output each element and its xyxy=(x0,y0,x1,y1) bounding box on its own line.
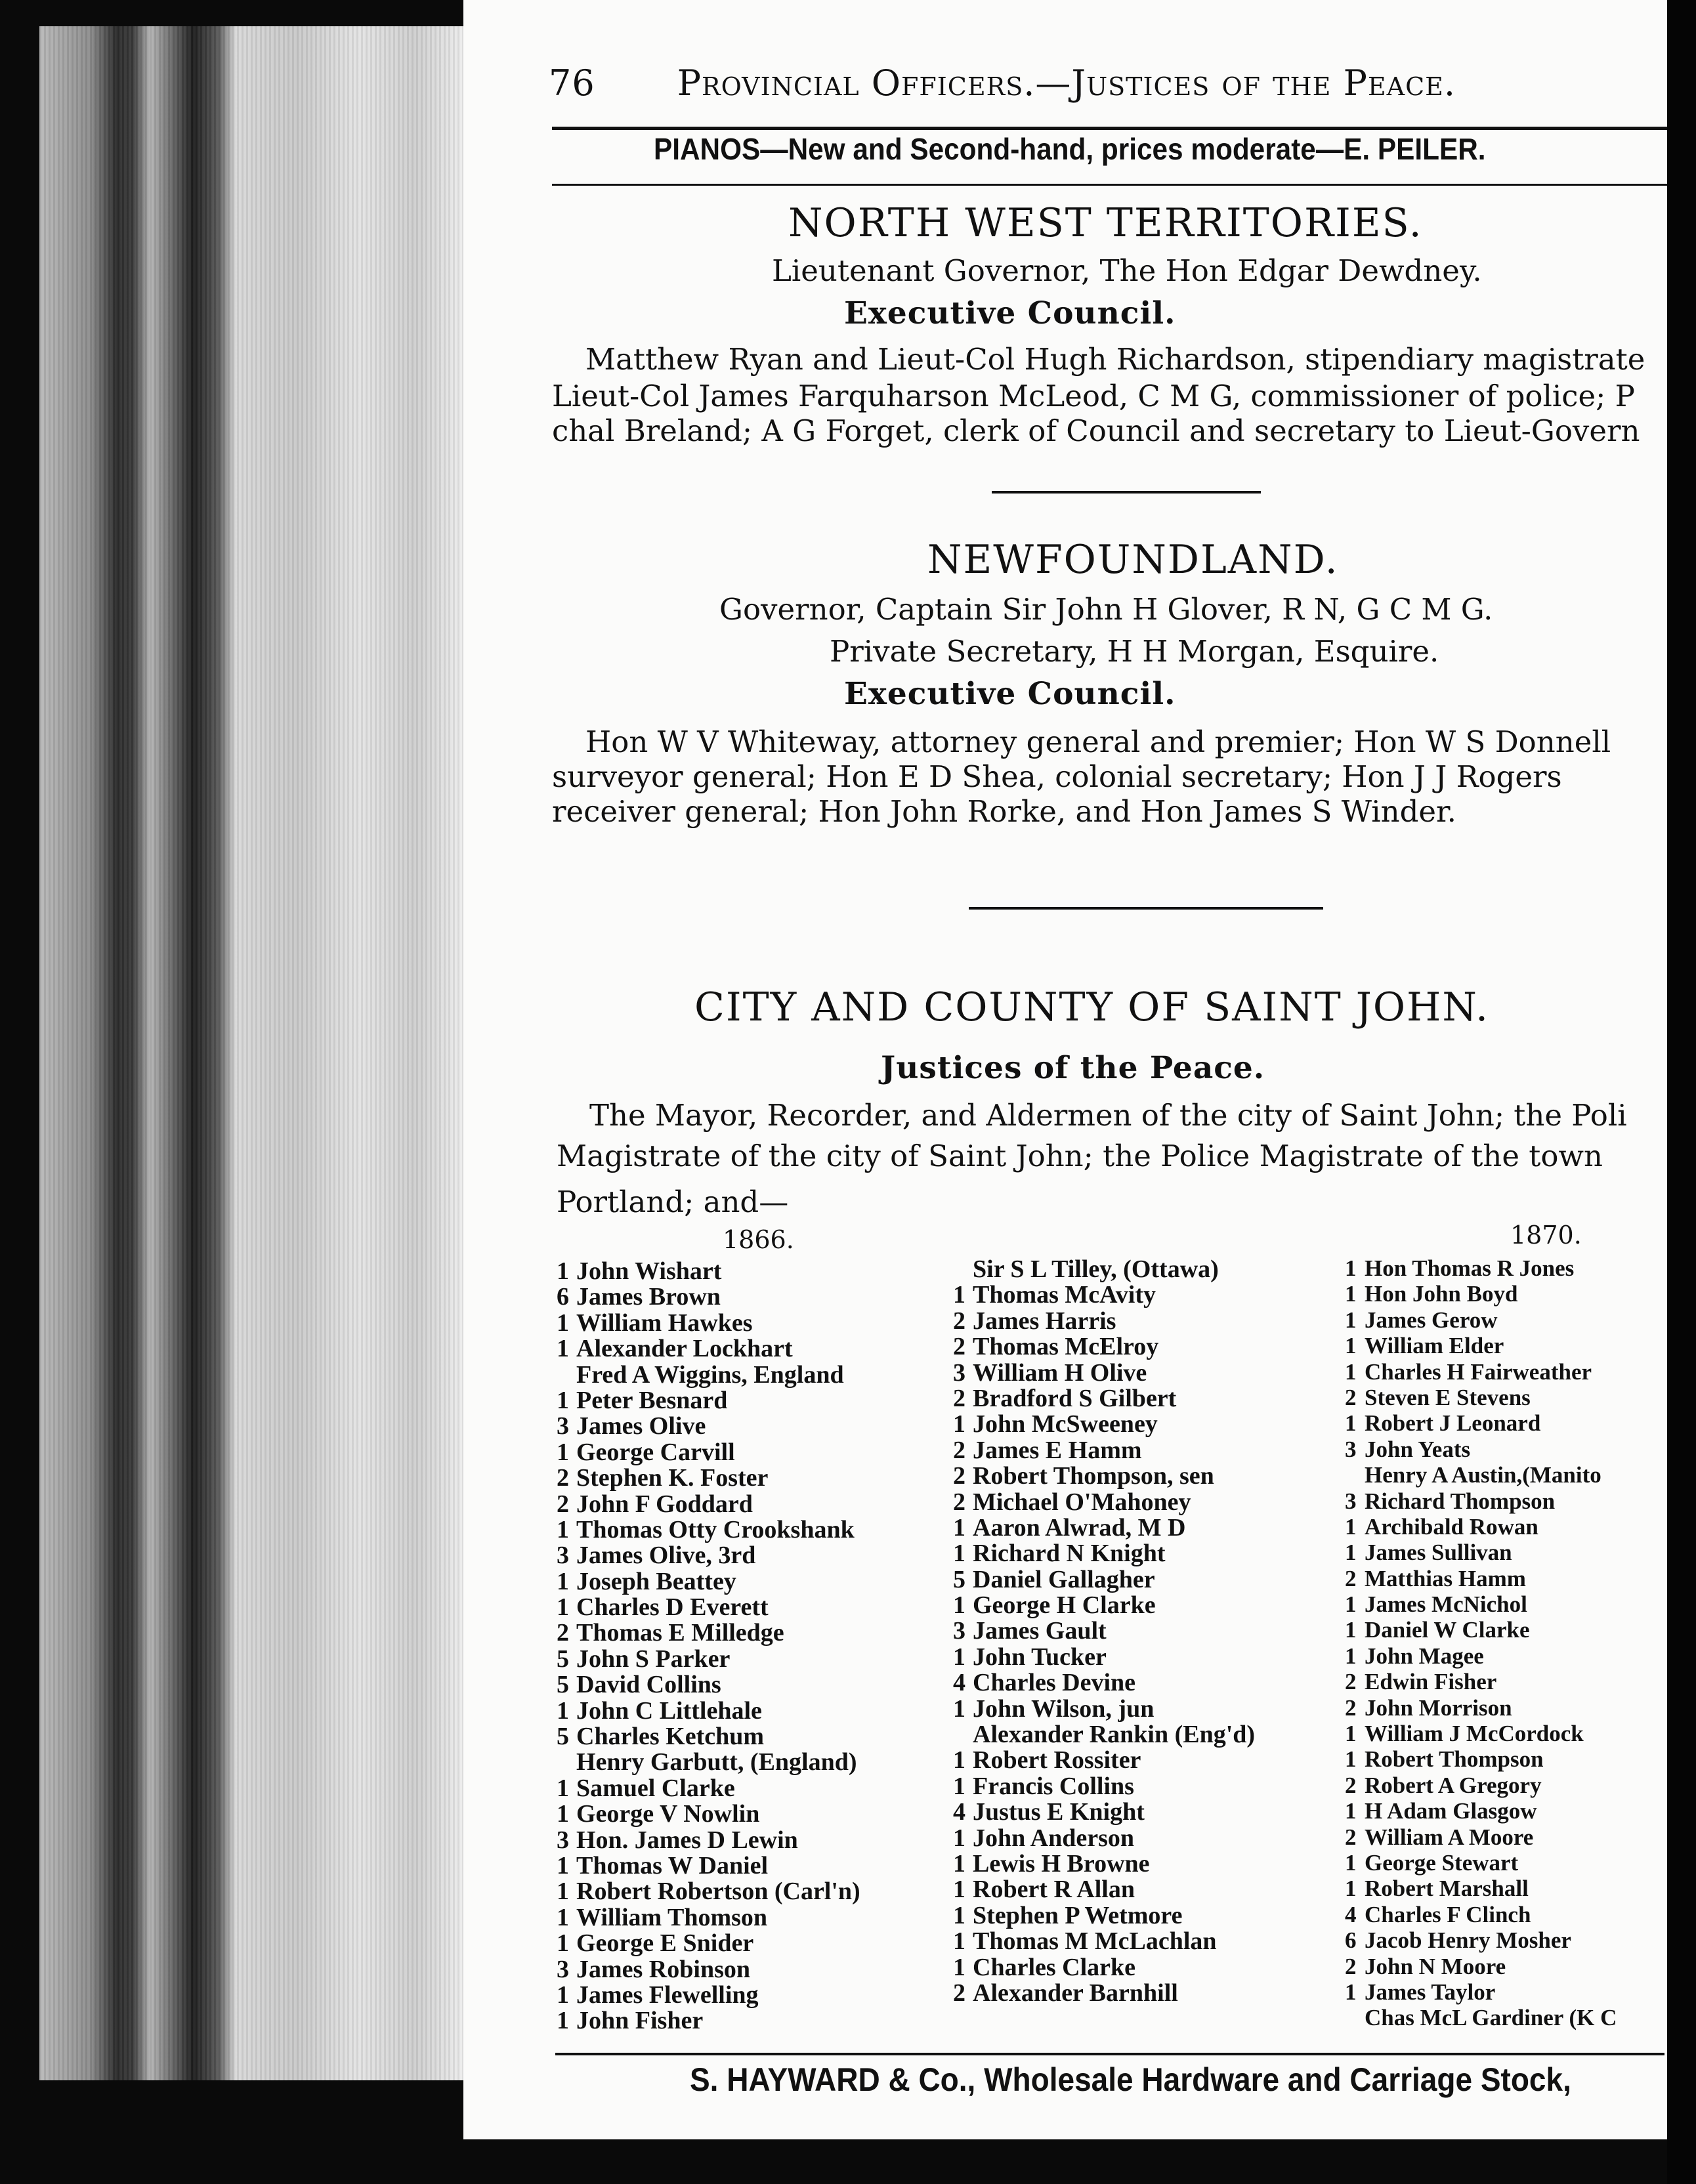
newfoundland-line-2: surveyor general; Hon E D Shea, colonial secretary; Hon J J Rogers xyxy=(552,759,1562,794)
justice-entry xyxy=(953,1929,1255,1954)
entry-name: William Hawkes xyxy=(576,1309,753,1337)
entry-name: Lewis H Browne xyxy=(973,1849,1150,1878)
entry-name: Thomas E Milledge xyxy=(576,1619,784,1647)
justice-entry xyxy=(1345,1255,1617,1281)
entry-count: 1 xyxy=(953,1591,965,1620)
entry-name: Bradford S Gilbert xyxy=(973,1384,1177,1412)
justice-entry xyxy=(1345,1669,1617,1694)
nwt-line-1: Matthew Ryan and Lieut-Col Hugh Richardson, stipendiary magistrate xyxy=(585,342,1645,377)
justice-entry xyxy=(1345,1359,1617,1385)
justice-entry xyxy=(557,1905,860,1931)
justice-entry xyxy=(1345,1488,1617,1514)
justice-entry xyxy=(953,1877,1255,1902)
entry-name: Daniel Gallagher xyxy=(973,1565,1155,1593)
entry-name: Sir S L Tilley, (Ottawa) xyxy=(973,1255,1219,1283)
entry-name: Charles Devine xyxy=(973,1669,1136,1697)
entry-name: Joseph Beattey xyxy=(576,1567,736,1595)
entry-name: Daniel W Clarke xyxy=(1365,1617,1530,1643)
entry-count: 5 xyxy=(557,1723,569,1751)
justices-column-1 xyxy=(557,1259,860,2034)
justice-entry xyxy=(557,1931,860,1956)
nwt-line-3: chal Breland; A G Forget, clerk of Council and secretary to Lieut-Govern xyxy=(552,413,1640,448)
entry-name: John Wishart xyxy=(576,1257,722,1285)
entry-name: John F Goddard xyxy=(576,1490,753,1518)
entry-name: John S Parker xyxy=(576,1645,731,1673)
entry-name: Archibald Rowan xyxy=(1365,1513,1538,1540)
entry-count: 1 xyxy=(953,1694,965,1723)
entry-count: 1 xyxy=(557,1800,569,1828)
section-title-nwt: NORTH WEST TERRITORIES. xyxy=(788,200,1423,246)
justice-entry xyxy=(557,1284,860,1310)
entry-name: John Anderson xyxy=(973,1824,1135,1852)
justice-entry xyxy=(557,1492,860,1517)
entry-count: 2 xyxy=(953,1307,965,1335)
entry-name: Charles D Everett xyxy=(576,1593,769,1622)
justice-entry xyxy=(1345,1979,1617,2005)
header-rule xyxy=(552,127,1667,130)
entry-count: 2 xyxy=(1345,1772,1357,1798)
entry-count: 1 xyxy=(557,1851,569,1880)
justice-entry xyxy=(953,1567,1255,1593)
justice-entry xyxy=(1345,1954,1617,1979)
entry-count: 1 xyxy=(953,1772,965,1800)
justices-column-2 xyxy=(953,1257,1255,2006)
entry-name: William Thomson xyxy=(576,1903,768,1931)
entry-count: 1 xyxy=(953,1513,965,1542)
entry-count: 3 xyxy=(557,1826,569,1854)
justice-entry xyxy=(953,1593,1255,1618)
entry-count: 1 xyxy=(953,1643,965,1671)
nwt-governor: Lieutenant Governor, The Hon Edgar Dewdney. xyxy=(772,253,1482,288)
entry-count: 1 xyxy=(1345,1721,1357,1747)
entry-name: Robert Thompson xyxy=(1365,1746,1544,1773)
entry-name: William Elder xyxy=(1365,1333,1504,1359)
justice-entry xyxy=(953,1438,1255,1463)
justice-entry xyxy=(557,1414,860,1439)
entry-count: 3 xyxy=(953,1358,965,1387)
entry-count: 4 xyxy=(953,1669,965,1697)
justice-entry xyxy=(953,1799,1255,1825)
justice-entry xyxy=(557,1776,860,1801)
justice-entry xyxy=(953,1463,1255,1489)
justice-entry xyxy=(557,1698,860,1724)
entry-count: 2 xyxy=(1345,1953,1357,1979)
footer-rule xyxy=(555,2053,1664,2055)
entry-name: James Harris xyxy=(973,1307,1116,1335)
entry-count: 1 xyxy=(953,1540,965,1568)
entry-count: 2 xyxy=(557,1490,569,1518)
ad-rule xyxy=(552,184,1667,186)
entry-count: 1 xyxy=(1345,1410,1357,1437)
entry-count: 1 xyxy=(1345,1307,1357,1333)
entry-count: 1 xyxy=(1345,1540,1357,1566)
entry-count: 1 xyxy=(557,1335,569,1363)
justice-entry xyxy=(1345,1850,1617,1876)
entry-name: George Carvill xyxy=(576,1438,735,1466)
justice-entry xyxy=(557,1259,860,1284)
year-1866: 1866. xyxy=(723,1225,794,1254)
entry-name: Richard N Knight xyxy=(973,1540,1166,1568)
justice-entry xyxy=(953,1618,1255,1644)
directory-page xyxy=(463,0,1667,2139)
entry-name: John Yeats xyxy=(1365,1436,1471,1462)
entry-count: 1 xyxy=(1345,1643,1357,1669)
saint-john-line-3: Portland; and— xyxy=(557,1185,789,1219)
justice-entry xyxy=(557,1647,860,1672)
entry-count: 2 xyxy=(953,1436,965,1464)
entry-name: Hon. James D Lewin xyxy=(576,1826,798,1854)
entry-count: 1 xyxy=(557,2007,569,2035)
entry-count: 1 xyxy=(1345,1358,1357,1385)
entry-name: James Sullivan xyxy=(1365,1540,1512,1566)
entry-count: 1 xyxy=(557,1567,569,1595)
entry-name: Thomas W Daniel xyxy=(576,1851,769,1880)
entry-count: 2 xyxy=(1345,1669,1357,1695)
justice-entry xyxy=(557,1801,860,1827)
entry-name: James Gerow xyxy=(1365,1307,1498,1333)
entry-count: 1 xyxy=(557,1593,569,1622)
justice-entry xyxy=(1345,1695,1617,1721)
entry-count: 1 xyxy=(953,1824,965,1852)
newfoundland-council-heading: Executive Council. xyxy=(844,676,1176,712)
book-page-edges xyxy=(39,26,466,2080)
entry-count: 1 xyxy=(557,1981,569,2009)
entry-name: William A Moore xyxy=(1365,1824,1534,1850)
entry-count: 3 xyxy=(1345,1488,1357,1514)
entry-name: Thomas McElroy xyxy=(973,1333,1159,1361)
entry-name: Jacob Henry Mosher xyxy=(1365,1927,1571,1954)
entry-name: James Robinson xyxy=(576,1955,750,1983)
entry-name: John Morrison xyxy=(1365,1694,1512,1721)
entry-count: 1 xyxy=(557,1774,569,1802)
entry-name: Robert J Leonard xyxy=(1365,1410,1541,1437)
entry-name: James Gault xyxy=(973,1617,1107,1645)
section-title-newfoundland: NEWFOUNDLAND. xyxy=(927,537,1339,583)
advertisement-bottom: S. HAYWARD & Co., Wholesale Hardware and Carriage Stock, xyxy=(690,2061,1571,2098)
entry-count: 4 xyxy=(953,1798,965,1826)
entry-name: Peter Besnard xyxy=(576,1386,728,1414)
entry-name: Robert R Allan xyxy=(973,1876,1135,1904)
entry-count: 3 xyxy=(557,1542,569,1570)
entry-name: Alexander Lockhart xyxy=(576,1335,793,1363)
entry-count: 2 xyxy=(953,1488,965,1516)
justice-entry xyxy=(953,1851,1255,1877)
entry-count: 2 xyxy=(953,1462,965,1490)
entry-count: 3 xyxy=(557,1412,569,1440)
entry-count: 1 xyxy=(557,1696,569,1725)
justice-entry xyxy=(557,2008,860,2034)
entry-name: William J McCordock xyxy=(1365,1721,1584,1747)
justice-entry xyxy=(557,1465,860,1491)
justice-entry xyxy=(1345,1385,1617,1410)
justice-entry xyxy=(557,1724,860,1750)
justice-entry xyxy=(1345,1643,1617,1669)
entry-count: 2 xyxy=(557,1464,569,1492)
justice-entry xyxy=(1345,1902,1617,1927)
justice-entry xyxy=(953,1955,1255,1981)
justice-entry xyxy=(953,1645,1255,1670)
justice-entry xyxy=(953,1696,1255,1722)
justice-entry xyxy=(1345,1514,1617,1540)
entry-name: Alexander Barnhill xyxy=(973,1979,1178,2007)
justice-entry xyxy=(557,1983,860,2008)
advertisement-top: PIANOS—New and Second-hand, prices moderate—E. PEILER. xyxy=(654,132,1486,166)
entry-name: Charles Clarke xyxy=(973,1953,1136,1981)
entry-count: 1 xyxy=(557,1309,569,1337)
justice-entry xyxy=(557,1672,860,1698)
entry-count: 6 xyxy=(557,1283,569,1311)
justice-entry xyxy=(1345,1773,1617,1798)
entry-name: Stephen K. Foster xyxy=(576,1464,769,1492)
entry-name: Thomas McAvity xyxy=(973,1281,1156,1309)
justice-entry xyxy=(953,1490,1255,1515)
justice-entry xyxy=(1345,1591,1617,1617)
entry-count: 1 xyxy=(1345,1333,1357,1359)
justice-entry xyxy=(1345,1410,1617,1436)
entry-name: Charles F Clinch xyxy=(1365,1901,1531,1927)
entry-count: 2 xyxy=(953,1979,965,2007)
justice-entry xyxy=(953,1748,1255,1773)
justice-entry xyxy=(1345,1462,1617,1488)
entry-count: 1 xyxy=(1345,1281,1357,1307)
entry-name: George H Clarke xyxy=(973,1591,1156,1620)
justice-entry xyxy=(1345,1333,1617,1358)
entry-name: Henry Garbutt, (England) xyxy=(576,1748,857,1776)
justice-entry xyxy=(953,1826,1255,1851)
entry-name: James Flewelling xyxy=(576,1981,759,2009)
justice-entry xyxy=(557,1388,860,1414)
entry-name: John Tucker xyxy=(973,1643,1107,1671)
entry-count: 1 xyxy=(1345,1746,1357,1773)
justice-entry xyxy=(1345,1307,1617,1333)
justice-entry xyxy=(557,1879,860,1904)
justice-entry xyxy=(557,1750,860,1775)
entry-name: James E Hamm xyxy=(973,1436,1142,1464)
entry-count: 1 xyxy=(557,1386,569,1414)
justice-entry xyxy=(557,1595,860,1620)
justice-entry xyxy=(953,1360,1255,1386)
scan-border xyxy=(1667,0,1696,2184)
justice-entry xyxy=(557,1336,860,1362)
entry-count: 1 xyxy=(953,1953,965,1981)
entry-name: Robert Robertson (Carl'n) xyxy=(576,1878,860,1906)
entry-count: 3 xyxy=(1345,1436,1357,1462)
entry-count: 2 xyxy=(953,1333,965,1361)
newfoundland-line-1: Hon W V Whiteway, attorney general and premier; Hon W S Donnell xyxy=(585,724,1611,759)
entry-name: David Collins xyxy=(576,1671,721,1699)
justice-entry xyxy=(953,1257,1255,1282)
entry-name: William H Olive xyxy=(973,1358,1147,1387)
saint-john-subtitle: Justices of the Peace. xyxy=(881,1050,1265,1086)
entry-name: Stephen P Wetmore xyxy=(973,1901,1183,1929)
entry-count: 1 xyxy=(1345,1979,1357,2005)
entry-count: 2 xyxy=(953,1384,965,1412)
justice-entry xyxy=(953,1309,1255,1334)
entry-name: Charles Ketchum xyxy=(576,1723,765,1751)
entry-name: Charles H Fairweather xyxy=(1365,1358,1592,1385)
entry-count: 3 xyxy=(953,1617,965,1645)
entry-name: John Magee xyxy=(1365,1643,1484,1669)
running-header xyxy=(549,62,1456,104)
page-number: 76 xyxy=(549,62,595,104)
entry-count: 1 xyxy=(557,1257,569,1285)
entry-name: James Brown xyxy=(576,1283,721,1311)
entry-name: Hon Thomas R Jones xyxy=(1365,1255,1575,1281)
entry-name: Robert Marshall xyxy=(1365,1876,1529,1902)
justice-entry xyxy=(1345,1566,1617,1591)
justice-entry xyxy=(953,1670,1255,1696)
justice-entry xyxy=(953,1722,1255,1748)
entry-name: John Wilson, jun xyxy=(973,1694,1155,1723)
justice-entry xyxy=(557,1853,860,1879)
entry-count: 5 xyxy=(557,1671,569,1699)
entry-count: 1 xyxy=(953,1927,965,1956)
entry-name: Robert A Gregory xyxy=(1365,1772,1542,1798)
justice-entry xyxy=(953,1515,1255,1541)
entry-count: 1 xyxy=(557,1903,569,1931)
entry-name: Fred A Wiggins, England xyxy=(576,1360,844,1389)
entry-name: John Fisher xyxy=(576,2007,704,2035)
justice-entry xyxy=(953,1981,1255,2006)
entry-name: H Adam Glasgow xyxy=(1365,1798,1537,1824)
entry-name: John N Moore xyxy=(1365,1953,1506,1979)
entry-count: 5 xyxy=(953,1565,965,1593)
justice-entry xyxy=(1345,1617,1617,1643)
entry-count: 5 xyxy=(557,1645,569,1673)
entry-name: Thomas Otty Crookshank xyxy=(576,1515,855,1544)
section-title-saint-john: CITY AND COUNTY OF SAINT JOHN. xyxy=(694,984,1490,1030)
entry-count: 1 xyxy=(953,1410,965,1438)
entry-count: 1 xyxy=(1345,1876,1357,1902)
entry-count: 4 xyxy=(1345,1901,1357,1927)
entry-count: 1 xyxy=(557,1878,569,1906)
section-divider-1 xyxy=(992,491,1261,494)
justice-entry xyxy=(557,1362,860,1388)
justice-entry xyxy=(953,1334,1255,1360)
justice-entry xyxy=(953,1412,1255,1437)
entry-name: Thomas M McLachlan xyxy=(973,1927,1217,1956)
justice-entry xyxy=(1345,1876,1617,1901)
page-title: Provincial Officers.—Justices of the Peace. xyxy=(677,62,1456,104)
entry-name: George E Snider xyxy=(576,1929,754,1958)
entry-count: 1 xyxy=(557,1515,569,1544)
year-1870: 1870. xyxy=(1510,1221,1582,1250)
justice-entry xyxy=(1345,2005,1617,2030)
entry-name: Samuel Clarke xyxy=(576,1774,735,1802)
entry-name: John C Littlehale xyxy=(576,1696,762,1725)
justice-entry xyxy=(953,1903,1255,1929)
justice-entry xyxy=(1345,1721,1617,1746)
entry-count: 2 xyxy=(1345,1824,1357,1850)
entry-count: 1 xyxy=(953,1876,965,1904)
entry-count: 3 xyxy=(557,1955,569,1983)
justice-entry xyxy=(953,1386,1255,1412)
saint-john-line-1: The Mayor, Recorder, and Aldermen of the city of Saint John; the Poli xyxy=(589,1098,1627,1133)
newfoundland-line-3: receiver general; Hon John Rorke, and Hon James S Winder. xyxy=(552,794,1456,829)
justice-entry xyxy=(557,1440,860,1465)
entry-name: John McSweeney xyxy=(973,1410,1158,1438)
entry-count: 2 xyxy=(1345,1384,1357,1410)
entry-name: James McNichol xyxy=(1365,1591,1527,1618)
justice-entry xyxy=(953,1282,1255,1308)
justice-entry xyxy=(557,1311,860,1336)
saint-john-line-2: Magistrate of the city of Saint John; the Police Magistrate of the town xyxy=(557,1139,1603,1173)
newfoundland-secretary: Private Secretary, H H Morgan, Esquire. xyxy=(830,634,1439,669)
entry-name: Francis Collins xyxy=(973,1772,1134,1800)
entry-count: 1 xyxy=(1345,1513,1357,1540)
entry-count: 1 xyxy=(1345,1849,1357,1876)
entry-count: 1 xyxy=(1345,1617,1357,1643)
entry-name: Justus E Knight xyxy=(973,1798,1145,1826)
entry-count: 2 xyxy=(1345,1694,1357,1721)
entry-name: James Olive xyxy=(576,1412,706,1440)
entry-name: Richard Thompson xyxy=(1365,1488,1556,1514)
justice-entry xyxy=(1345,1437,1617,1462)
entry-name: James Olive, 3rd xyxy=(576,1542,756,1570)
justice-entry xyxy=(1345,1927,1617,1953)
entry-name: Michael O'Mahoney xyxy=(973,1488,1191,1516)
justice-entry xyxy=(557,1517,860,1543)
entry-name: Matthias Hamm xyxy=(1365,1565,1526,1591)
justice-entry xyxy=(557,1569,860,1595)
nwt-line-2: Lieut-Col James Farquharson McLeod, C M G, commissioner of police; P xyxy=(552,379,1635,413)
entry-count: 1 xyxy=(953,1746,965,1774)
entry-count: 1 xyxy=(1345,1591,1357,1618)
justice-entry xyxy=(557,1620,860,1646)
justice-entry xyxy=(1345,1281,1617,1307)
justice-entry xyxy=(557,1957,860,1983)
justices-column-3 xyxy=(1345,1255,1617,2031)
justice-entry xyxy=(557,1543,860,1568)
justice-entry xyxy=(557,1828,860,1853)
nwt-council-heading: Executive Council. xyxy=(844,295,1176,331)
entry-count: 1 xyxy=(1345,1798,1357,1824)
entry-name: Alexander Rankin (Eng'd) xyxy=(973,1721,1256,1749)
entry-count: 1 xyxy=(1345,1255,1357,1281)
justice-entry xyxy=(1345,1540,1617,1565)
entry-name: Steven E Stevens xyxy=(1365,1384,1531,1410)
entry-name: George V Nowlin xyxy=(576,1800,760,1828)
entry-name: Hon John Boyd xyxy=(1365,1281,1518,1307)
entry-name: Robert Rossiter xyxy=(973,1746,1141,1774)
entry-count: 1 xyxy=(557,1929,569,1958)
newfoundland-governor: Governor, Captain Sir John H Glover, R N, G C M G. xyxy=(719,592,1493,627)
entry-count: 6 xyxy=(1345,1927,1357,1954)
justice-entry xyxy=(953,1774,1255,1799)
entry-name: Robert Thompson, sen xyxy=(973,1462,1214,1490)
entry-name: James Taylor xyxy=(1365,1979,1496,2005)
justice-entry xyxy=(1345,1746,1617,1772)
entry-name: Aaron Alwrad, M D xyxy=(973,1513,1186,1542)
entry-count: 1 xyxy=(953,1281,965,1309)
entry-count: 2 xyxy=(557,1619,569,1647)
justice-entry xyxy=(1345,1798,1617,1824)
justice-entry xyxy=(953,1541,1255,1566)
entry-count: 1 xyxy=(557,1438,569,1466)
entry-count: 1 xyxy=(953,1901,965,1929)
entry-count: 2 xyxy=(1345,1565,1357,1591)
entry-name: Edwin Fisher xyxy=(1365,1669,1497,1695)
section-divider-2 xyxy=(969,907,1323,910)
entry-name: George Stewart xyxy=(1365,1849,1519,1876)
entry-count: 1 xyxy=(953,1849,965,1878)
justice-entry xyxy=(1345,1824,1617,1850)
entry-name: Henry A Austin,(Manito xyxy=(1365,1462,1601,1488)
entry-name: Chas McL Gardiner (K C xyxy=(1365,2005,1617,2031)
